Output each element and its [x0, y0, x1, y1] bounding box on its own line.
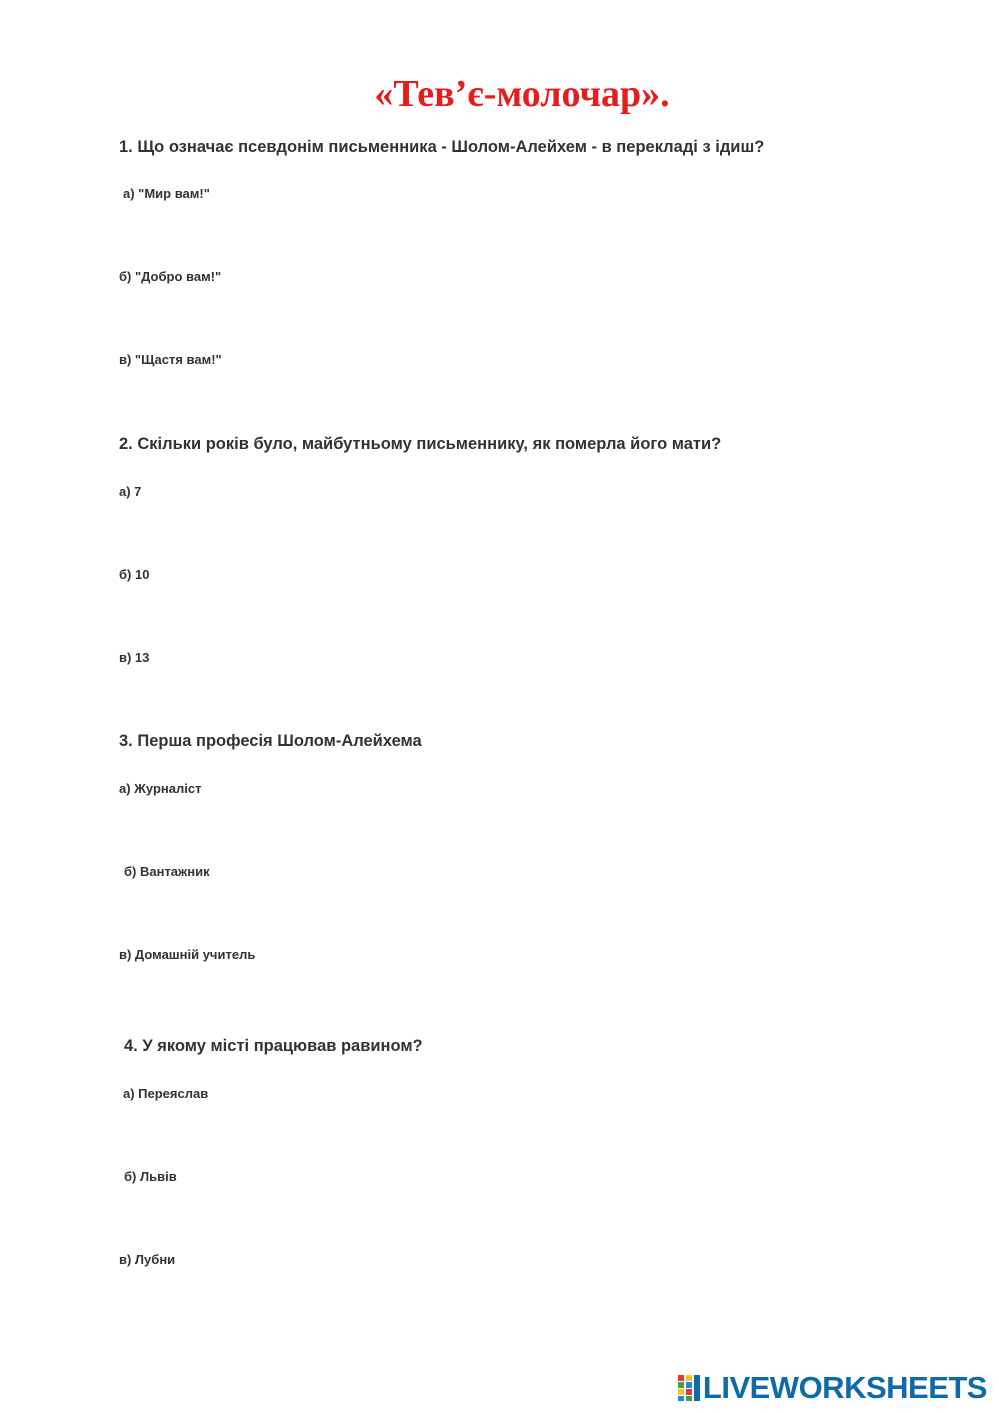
liveworksheets-wordmark: LIVEWORKSHEETS	[702, 1370, 987, 1405]
question-3-text: 3. Перша професія Шолом-Алейхема	[119, 732, 422, 750]
liveworksheets-brand[interactable]	[678, 1372, 987, 1403]
question-3-option-a: а) Журналіст	[119, 781, 202, 796]
question-1-option-a: а) "Мир вам!"	[123, 186, 210, 201]
question-1-text: 1. Що означає псевдонім письменника - Шолом-Алейхем - в перекладі з ідиш?	[119, 138, 765, 156]
question-1-option-c: в) "Щастя вам!"	[119, 352, 222, 367]
question-2-text: 2. Скільки років було, майбутньому письменнику, як померла його мати?	[119, 435, 722, 453]
question-2-option-b: б) 10	[119, 567, 150, 582]
question-1-option-b: б) "Добро вам!"	[119, 269, 222, 284]
liveworksheets-logo-icon	[678, 1375, 700, 1401]
question-4-text: 4. У якому місті працював равином?	[124, 1037, 423, 1055]
question-2-option-a: а) 7	[119, 484, 142, 499]
question-4-option-b: б) Львів	[124, 1169, 177, 1184]
question-3-option-b: б) Вантажник	[124, 864, 210, 879]
question-3-option-c: в) Домашній учитель	[119, 947, 256, 962]
question-4-option-a: а) Переяслав	[123, 1086, 209, 1101]
question-2-option-c: в) 13	[119, 650, 150, 665]
question-4-option-c: в) Лубни	[119, 1252, 176, 1267]
worksheet-title: «Тев’є-молочар».	[374, 73, 670, 115]
